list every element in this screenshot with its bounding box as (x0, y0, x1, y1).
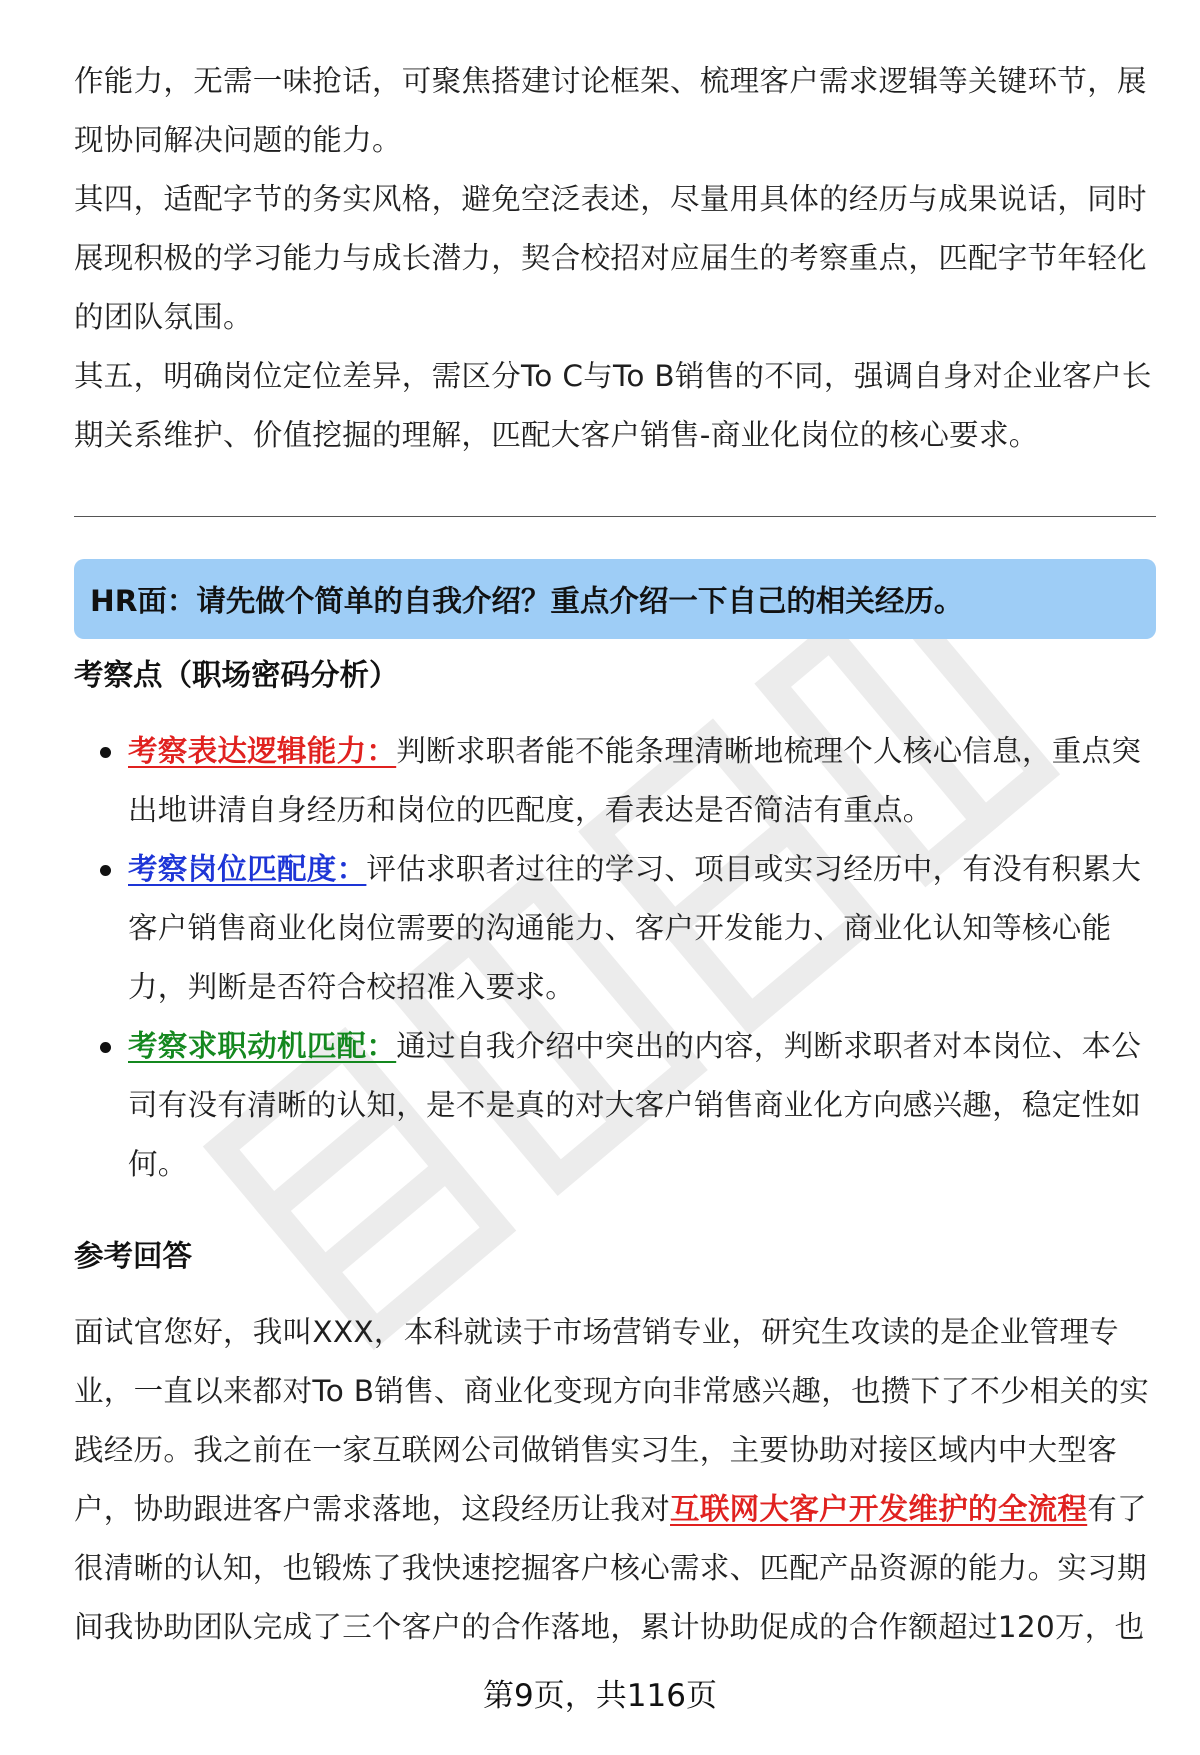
page-number: 第9页，共116页 (483, 1678, 717, 1714)
bullet-dot (100, 1042, 111, 1053)
bullet-dot (100, 747, 111, 758)
question-text: HR面：请先做个简单的自我介绍？重点介绍一下自己的相关经历。 (90, 584, 964, 618)
bullet-keyword: 考察求职动机匹配： (128, 1029, 397, 1063)
bullet-dot (100, 865, 111, 876)
list-item (74, 722, 1156, 840)
list-item (74, 1017, 1156, 1194)
list-item (74, 840, 1156, 1017)
section-divider (74, 516, 1156, 517)
intro-paragraph-1: 作能力，无需一味抢话，可聚焦搭建讨论框架、梳理客户需求逻辑等关键环节，展现协同解决问题的能力。 (74, 64, 1147, 157)
answer-highlight: 互联网大客户开发维护的全流程 (670, 1492, 1088, 1526)
bullet-keyword: 考察岗位匹配度： (128, 852, 367, 886)
bullet-keyword: 考察表达逻辑能力： (128, 734, 397, 768)
bullet-text: 评估求职者过往的学习、项目或实习经历中，有没有积累大客户销售商业化岗位需要的沟通能力、客户开发能力、商业化认知等核心能力，判断是否符合校招准入要求。 (128, 852, 1142, 1004)
intro-paragraph-2: 其四，适配字节的务实风格，避免空泛表述，尽量用具体的经历与成果说话，同时展现积极的学习能力与成长潜力，契合校招对应届生的考察重点，匹配字节年轻化的团队氛围。 (74, 182, 1147, 334)
analysis-heading: 考察点（职场密码分析） (74, 658, 399, 692)
answer-text-before: 面试官您好，我叫XXX，本科就读于市场营销专业，研究生攻读的是企业管理专业，一直以来都对To B销售、商业化变现方向非常感兴趣，也攒下了不少相关的实践经历。我之前在一家互联网公司做销售实习生，主要协助对接区域内中大型客户，协助跟进客户需求落地，这段经历让我对 (74, 1315, 1150, 1526)
answer-heading: 参考回答 (74, 1239, 193, 1273)
question-banner (74, 559, 1156, 639)
bullet-text: 通过自我介绍中突出的内容，判断求职者对本岗位、本公司有没有清晰的认知，是不是真的对大客户销售商业化方向感兴趣，稳定性如何。 (128, 1029, 1142, 1181)
answer-paragraph (74, 1303, 1156, 1657)
intro-paragraph-3: 其五，明确岗位定位差异，需区分To C与To B销售的不同，强调自身对企业客户长期关系维护、价值挖掘的理解，匹配大客户销售-商业化岗位的核心要求。 (74, 359, 1152, 452)
answer-text-after: 有了很清晰的认知，也锻炼了我快速挖掘客户核心需求、匹配产品资源的能力。实习期间我协助团队完成了三个客户的合作落地，累计协助促成的合作额超过120万，也 (74, 1492, 1147, 1644)
analysis-list (74, 722, 1156, 1194)
intro-section (74, 52, 1156, 465)
bullet-text: 判断求职者能不能条理清晰地梳理个人核心信息，重点突出地讲清自身经历和岗位的匹配度，看表达是否简洁有重点。 (128, 734, 1142, 827)
